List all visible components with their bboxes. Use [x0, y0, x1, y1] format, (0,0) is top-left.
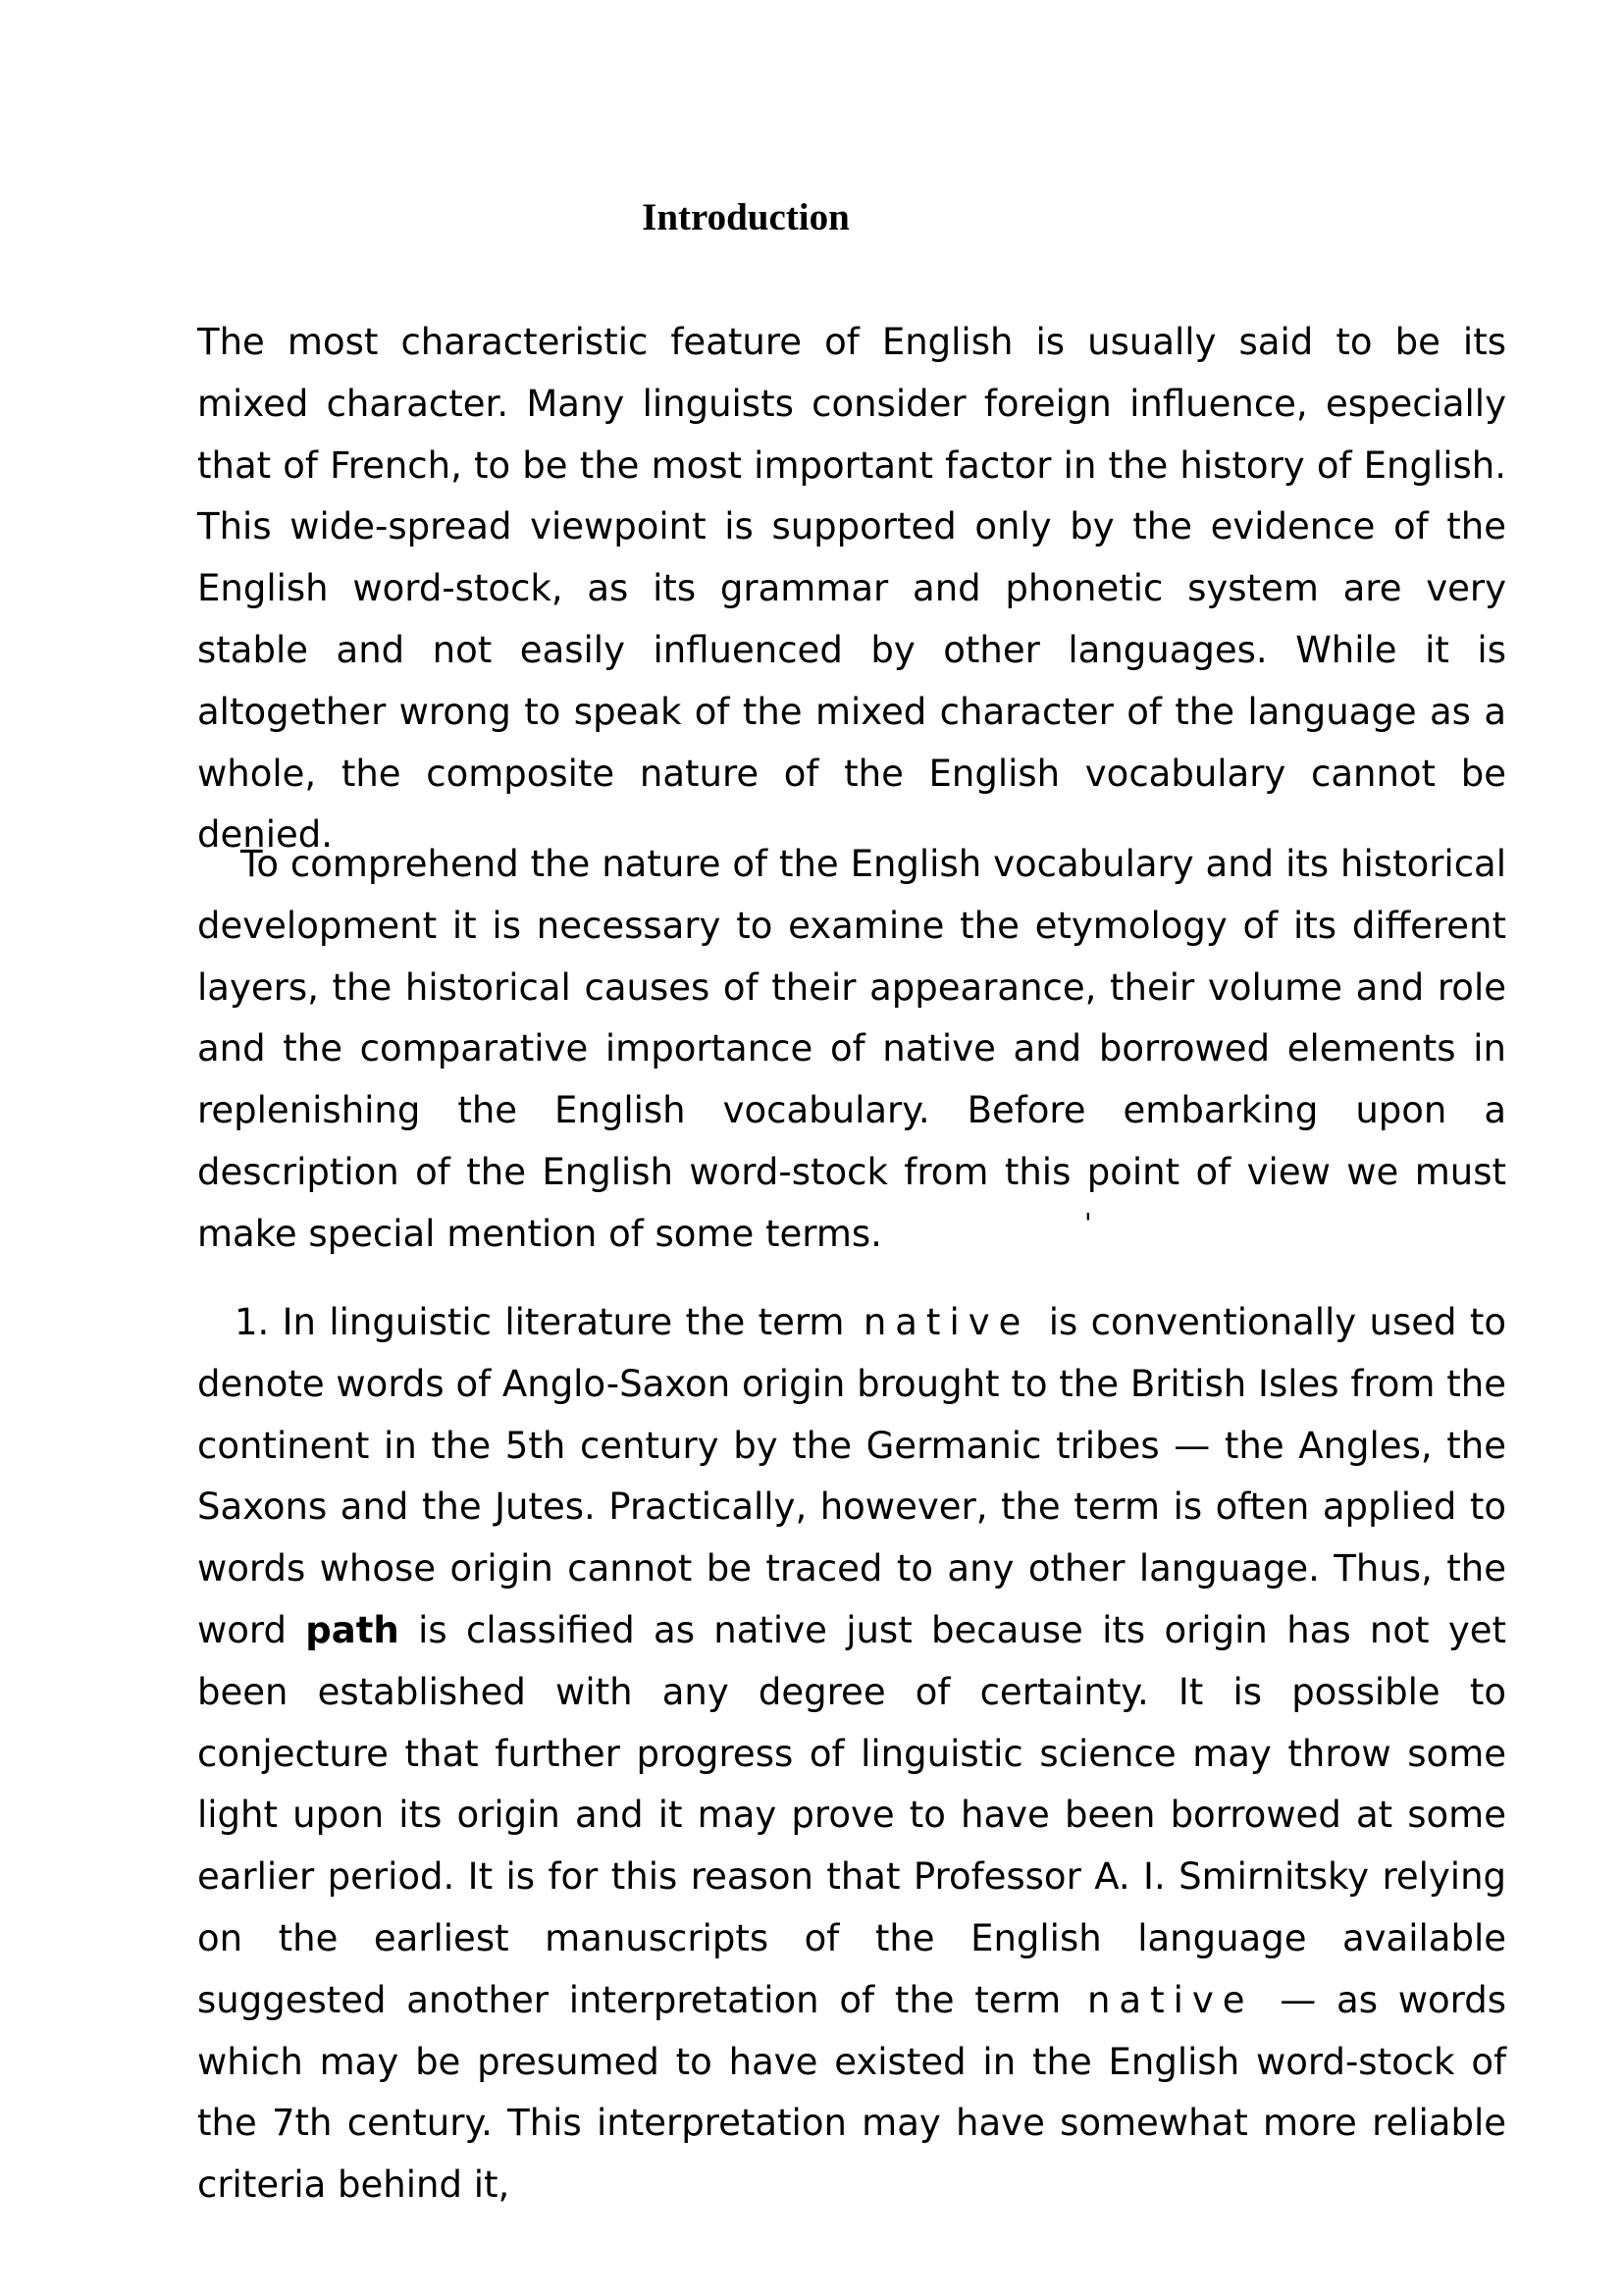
paragraph-2: To comprehend the nature of the English vocabulary and its historical development it is necessary to examine the etymology of its different layers, the historical causes of their appearance, their volume and role and the comparative importance of native and borrowed elements in replenishing the English vocabulary. Before embarking upon a description of the English word-stock from this point of view we must make special mention of some terms. [197, 843, 1506, 1255]
paragraph-3-part-1: 1. In linguistic literature the term [235, 1301, 845, 1343]
paragraph-3-part-4: — as words which may be presumed to have existed in the English word-stock of the 7th century. This interpretation may have somewhat more reliable criteria behind it, [197, 1978, 1506, 2207]
document-title: Introduction [642, 196, 850, 238]
term-native-emphasis: native [863, 1301, 1030, 1343]
stray-mark: ' [1084, 1207, 1092, 1239]
paragraph-3-part-3: is classified as native just because its origin has not yet been established with any degree of certainty. It is possible to conjecture that further progress of linguistic science may throw some light upon its origin and it may prove to have been borrowed at some earlier period. It is for this reason that Professor A. I. Smirnitsky relying on the earliest manuscripts of the English language available suggested another interpretation of the term [197, 1608, 1507, 2021]
paragraph-3-part-2: is conventionally used to denote words of Anglo-Saxon origin brought to the British Isles from the continent in the 5th century by the Germanic tribes — the Angles, the Saxons and the Jutes. Practically, however, the term is often applied to words whose origin cannot be traced to any other language. Thus, the word [197, 1301, 1507, 1651]
paragraph-3 [197, 1292, 1506, 2216]
paragraph-1: The most characteristic feature of English is usually said to be its mixed character. Many linguists consider foreign influence, especially that of French, to be the most important factor in the history of English. This wide-spread viewpoint is supported only by the evidence of the English word-stock, as its grammar and phonetic system are very stable and not easily influenced by other languages. While it is altogether wrong to speak of the mixed character of the language as a whole, the composite nature of the English vocabulary cannot be denied. [197, 321, 1506, 857]
term-native-emphasis-2: native [1086, 1978, 1254, 2021]
bold-word-path: path [305, 1608, 399, 1651]
